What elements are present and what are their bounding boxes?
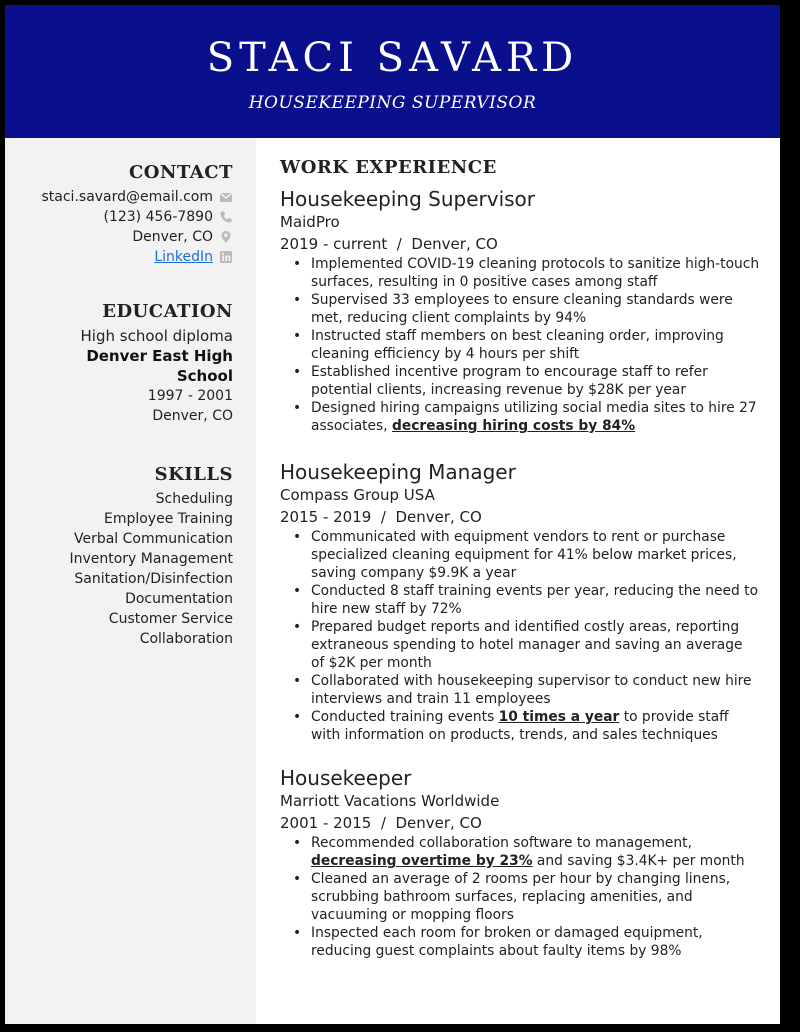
job-bullet: • Conducted 8 staff training events per year, reducing the need to hire new staff by 72%: [311, 582, 760, 618]
skills-section: [13, 464, 233, 649]
skill-item: Documentation: [125, 591, 233, 607]
skill-item: Verbal Communication: [73, 531, 233, 547]
job-bullet: • Established incentive program to encourage staff to refer potential clients, increasing revenue by $28K per year: [311, 363, 760, 399]
bullet-text: and saving $3.4K+ per month: [532, 853, 745, 869]
job-entry: [280, 460, 760, 744]
education-school-line2: School: [176, 367, 233, 385]
bullet-text: Conducted training events: [311, 709, 499, 725]
job-location: Denver, CO: [395, 814, 482, 832]
contact-heading: CONTACT: [128, 162, 233, 183]
skill-item: Customer Service: [108, 611, 233, 627]
job-entry: [280, 766, 760, 960]
bullet-text: to provide staff with information on products, trends, and sales techniques: [311, 709, 729, 743]
job-title: Housekeeping Supervisor: [280, 187, 535, 211]
job-bullets: [280, 834, 760, 960]
job-bullet: [311, 708, 760, 744]
job-separator: /: [380, 508, 386, 526]
job-bullet: • Implemented COVID-19 cleaning protocols to sanitize high-touch surfaces, resulting in 0 positive cases among staff: [311, 255, 760, 291]
job-bullets: [280, 528, 760, 744]
job-dates-location: [280, 812, 760, 834]
skill-item: Scheduling: [155, 491, 233, 507]
job-dates-location: [280, 506, 760, 528]
job-dates: 2015 - 2019: [280, 508, 372, 526]
resume-header: [5, 5, 780, 138]
linkedin-link[interactable]: LinkedIn: [154, 249, 213, 265]
map-pin-icon: [219, 230, 233, 244]
job-dates: 2001 - 2015: [280, 814, 372, 832]
candidate-name: STACI SAVARD: [206, 35, 579, 81]
education-section: [13, 301, 233, 426]
job-bullet: • Prepared budget reports and identified costly areas, reporting extraneous spending to hotel manager and saving an average of $2K per month: [311, 618, 760, 672]
contact-email-row: [13, 187, 233, 207]
work-experience-heading: WORK EXPERIENCE: [280, 157, 497, 178]
skill-item: Inventory Management: [69, 551, 233, 567]
resume-page: [5, 5, 780, 1024]
contact-email: staci.savard@email.com: [41, 189, 213, 205]
skill-item: Collaboration: [139, 631, 233, 647]
job-location: Denver, CO: [395, 508, 482, 526]
job-bullets: [280, 255, 760, 435]
job-bullet: • Supervised 33 employees to ensure cleaning standards were met, reducing client complaints by 94%: [311, 291, 760, 327]
education-location: Denver, CO: [152, 408, 233, 424]
skills-heading: SKILLS: [154, 464, 233, 485]
contact-phone: (123) 456-7890: [103, 209, 213, 225]
bullet-text: Recommended collaboration software to management,: [311, 835, 692, 851]
main-column: [280, 157, 760, 959]
education-heading: EDUCATION: [102, 301, 233, 322]
candidate-title: HOUSEKEEPING SUPERVISOR: [248, 93, 537, 113]
bullet-highlight: decreasing hiring costs by 84%: [392, 418, 636, 434]
job-entry: [280, 187, 760, 435]
skill-item: Sanitation/Disinfection: [74, 571, 233, 587]
bullet-text: Designed hiring campaigns utilizing social media sites to hire 27 associates,: [311, 400, 757, 434]
job-company: Marriott Vacations Worldwide: [280, 792, 500, 810]
skill-item: Employee Training: [103, 511, 233, 527]
job-bullet: • Communicated with equipment vendors to rent or purchase specialized cleaning equipment for 41% below market prices, saving company $9.9K a year: [311, 528, 760, 582]
contact-location: Denver, CO: [132, 229, 213, 245]
job-company: MaidPro: [280, 213, 340, 231]
phone-icon: [219, 210, 233, 224]
bullet-highlight: decreasing overtime by 23%: [311, 853, 533, 869]
job-bullet: • Inspected each room for broken or damaged equipment, reducing guest complaints about faulty items by 98%: [311, 924, 760, 960]
job-dates-location: [280, 233, 760, 255]
job-bullet: • Cleaned an average of 2 rooms per hour by changing linens, scrubbing bathroom surfaces, replacing amenities, and vacuuming or mopping floors: [311, 870, 760, 924]
contact-phone-row: [13, 207, 233, 227]
job-bullet: • Collaborated with housekeeping supervisor to conduct new hire interviews and train 11 employees: [311, 672, 760, 708]
sidebar: [5, 138, 256, 1024]
envelope-icon: [219, 190, 233, 204]
contact-section: [13, 162, 233, 267]
job-bullet: • Instructed staff members on best cleaning order, improving cleaning efficiency by 4 hours per shift: [311, 327, 760, 363]
education-school-line1: Denver East High: [86, 347, 233, 365]
job-location: Denver, CO: [411, 235, 498, 253]
job-bullet: [311, 834, 760, 870]
job-bullet: [311, 399, 760, 435]
education-degree: High school diploma: [80, 327, 233, 345]
job-separator: /: [380, 814, 386, 832]
contact-location-row: [13, 227, 233, 247]
job-company: Compass Group USA: [280, 486, 435, 504]
linkedin-icon: [219, 250, 233, 264]
job-title: Housekeeping Manager: [280, 460, 516, 484]
job-dates: 2019 - current: [280, 235, 388, 253]
bullet-highlight: 10 times a year: [498, 709, 620, 725]
job-title: Housekeeper: [280, 766, 412, 790]
job-separator: /: [396, 235, 402, 253]
education-years: 1997 - 2001: [147, 388, 233, 404]
contact-linkedin-row: [13, 247, 233, 267]
